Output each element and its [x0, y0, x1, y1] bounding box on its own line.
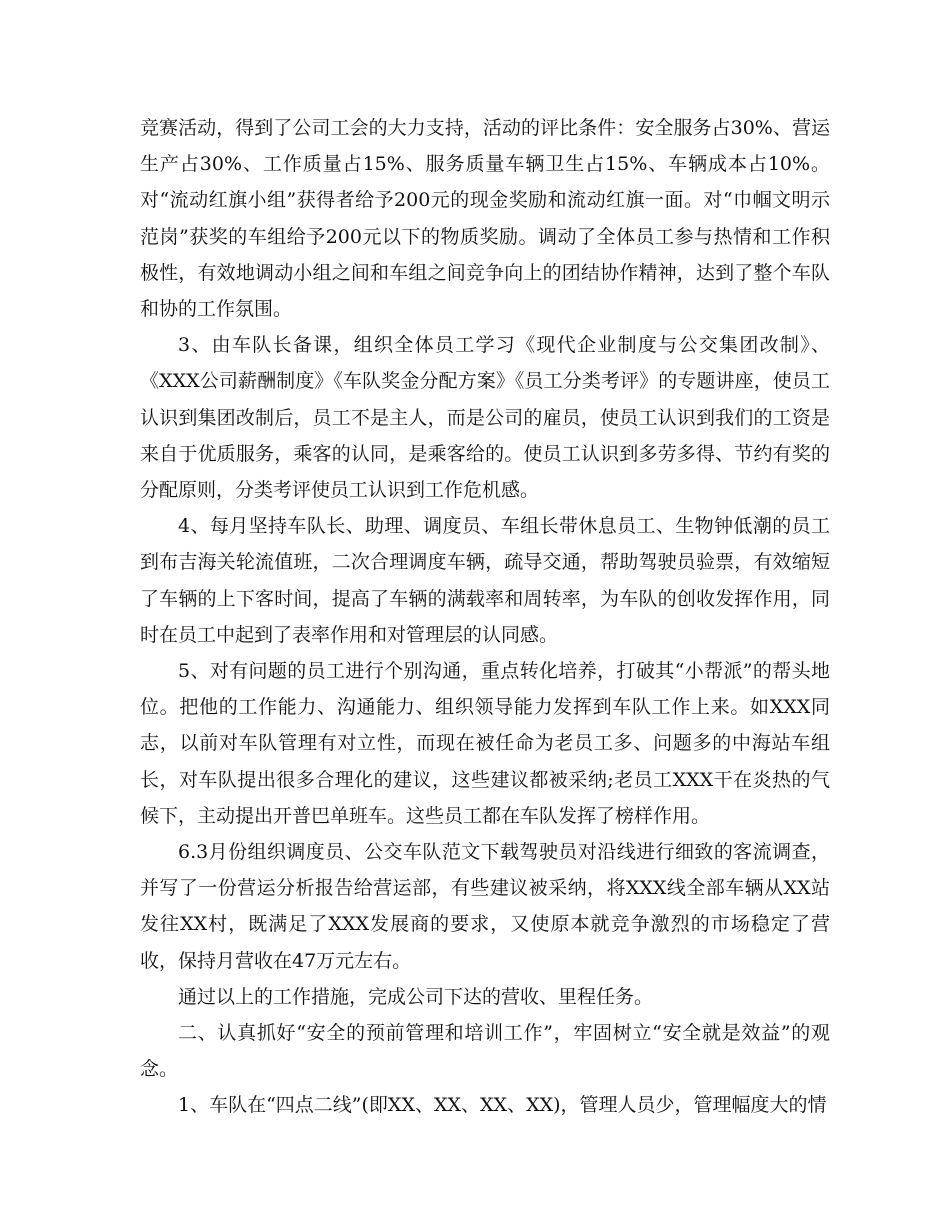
paragraph-summary: 通过以上的工作措施，完成公司下达的营收、里程任务。: [178, 985, 654, 1008]
paragraph-section-2-heading: 二、认真抓好“安全的预前管理和培训工作”，牢固树立“安全就是效益”的观念。: [140, 1022, 830, 1081]
paragraph-section-2-item-1: 1、车队在“四点二线”(即XX、XX、XX、XX)，管理人员少，管理幅度大的情: [178, 1094, 827, 1117]
paragraph-competition-activity: 竞赛活动，得到了公司工会的大力支持，活动的评比条件：安全服务占30%、营运生产占30%、工作质量占15%、服务质量车辆卫生占15%、车辆成本占10%。对“流动红旗小组”获得者给予200元的现金奖励和流动红旗一面。对“巾帼文明示范岗”获奖的车组给予200元以下的物质奖励。调动了全体员工参与热情和工作积极性，有效地调动小组之间和车组之间竞争向上的团结协作精神，达到了整个车队和协的工作氛围。: [140, 117, 830, 321]
paragraph-item-5-communication: 5、对有问题的员工进行个别沟通，重点转化培养，打破其“小帮派”的帮头地位。把他的工作能力、沟通能力、组织领导能力发挥到车队工作上来。如XXX同志，以前对车队管理有对立性，而现在被任命为老员工多、问题多的中海站车组长，对车队提出很多合理化的建议，这些建议都被采纳;老员工XXX干在炎热的气候下，主动提出开普巴单班车。这些员工都在车队发挥了榜样作用。: [140, 660, 830, 827]
paragraph-item-3-training: 3、由车队长备课，组织全体员工学习《现代企业制度与公交集团改制》、《XXX公司薪酬制度》《车队奖金分配方案》《员工分类考评》的专题讲座，使员工认识到集团改制后，员工不是主人，而是公司的雇员，使员工认识到我们的工资是来自于优质服务，乘客的认同，是乘客给的。使员工认识到多劳多得、节约有奖的分配原则，分类考评使员工认识到工作危机感。: [140, 334, 830, 502]
paragraph-item-4-duty: 4、每月坚持车队长、助理、调度员、车组长带休息员工、生物钟低潮的员工到布吉海关轮流值班，二次合理调度车辆，疏导交通，帮助驾驶员验票，有效缩短了车辆的上下客时间，提高了车辆的满载率和周转率，为车队的创收发挥作用，同时在员工中起到了表率作用和对管理层的认同感。: [140, 515, 830, 646]
document-body: [140, 110, 830, 1124]
paragraph-item-6-survey: 6.3月份组织调度员、公交车队范文下载驾驶员对沿线进行细致的客流调查，并写了一份营运分析报告给营运部，有些建议被采纳，将XXX线全部车辆从XX站发往XX村，既满足了XXX发展商的要求，又使原本就竞争激烈的市场稳定了营收，保持月营收在47万元左右。: [140, 841, 830, 972]
